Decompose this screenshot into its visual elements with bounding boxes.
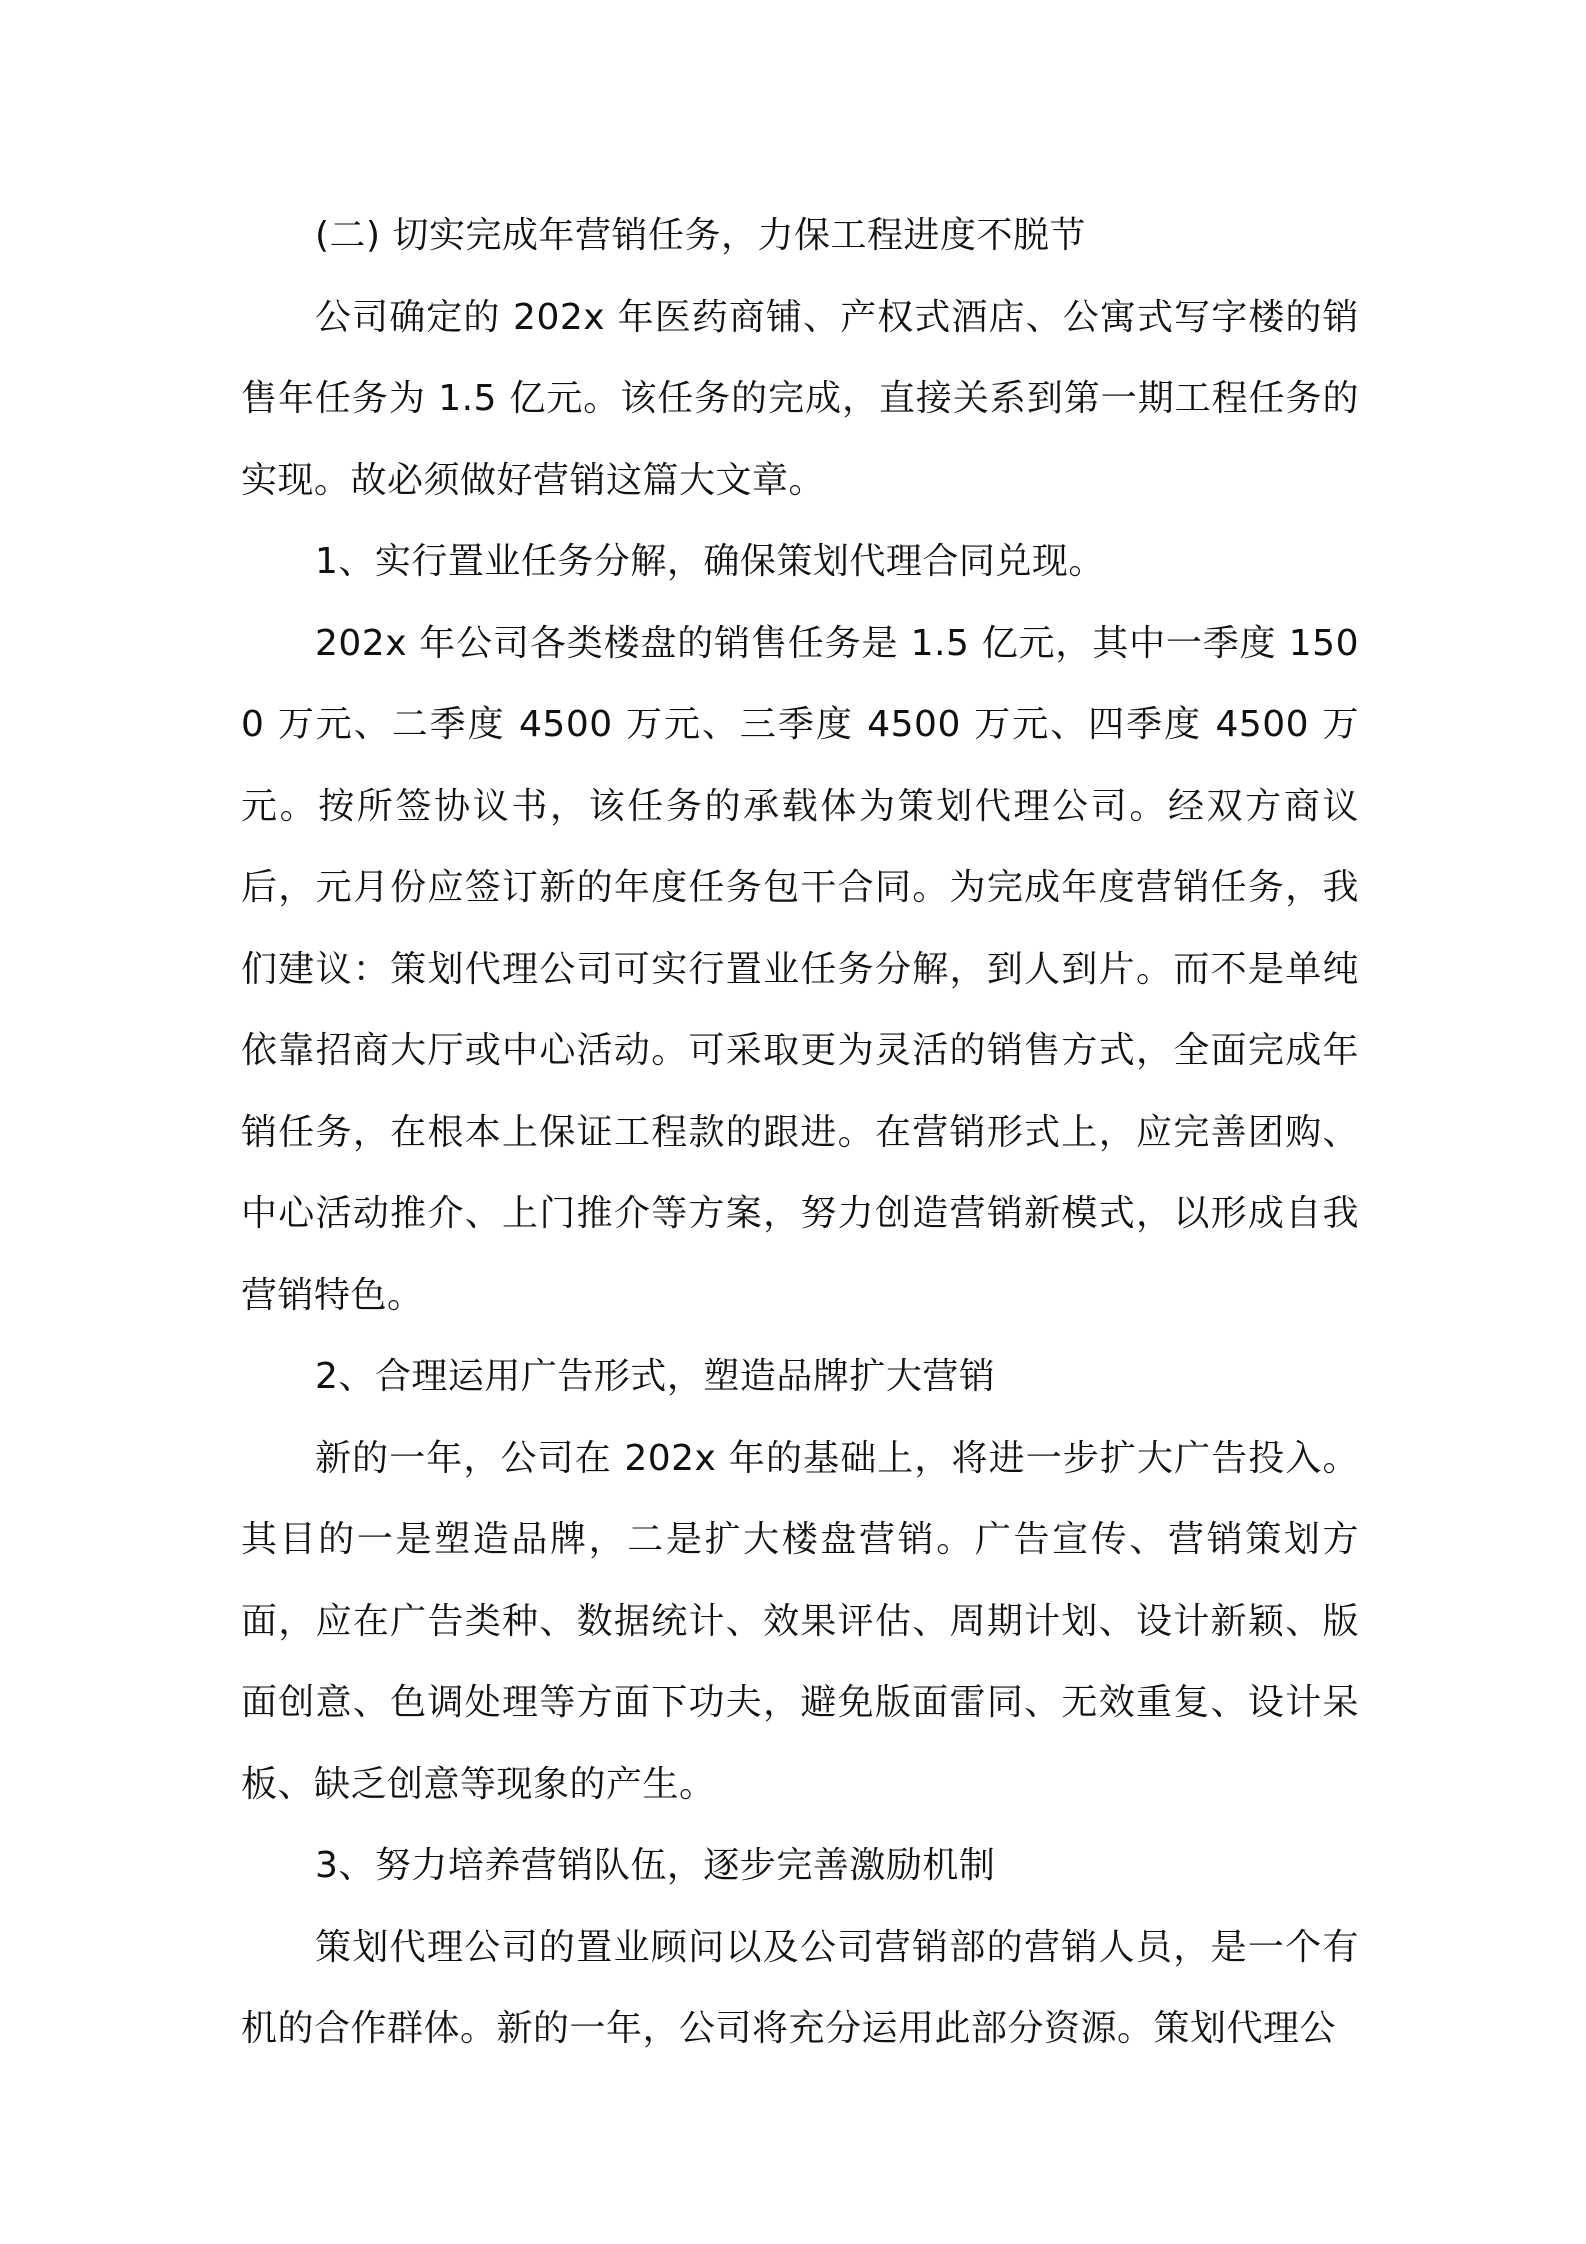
subheading-sales-team: 3、努力培养营销队伍，逐步完善激励机制 — [315, 1845, 996, 1886]
document-body — [241, 195, 1359, 2070]
section-heading: (二) 切实完成年营销任务，力保工程进度不脱节 — [315, 215, 1087, 256]
subheading-advertising: 2、合理运用广告形式，塑造品牌扩大营销 — [315, 1356, 996, 1397]
paragraph-intro: 公司确定的 202x 年医药商铺、产权式酒店、公寓式写字楼的销售年任务为 1.5 亿元。该任务的完成，直接关系到第一期工程任务的实现。故必须做好营销这篇大文章。 — [241, 296, 1359, 501]
subheading-task-breakdown: 1、实行置业任务分解，确保策划代理合同兑现。 — [315, 541, 1105, 582]
paragraph-sales-task: 202x 年公司各类楼盘的销售任务是 1.5 亿元，其中一季度 1500 万元、二季度 4500 万元、三季度 4500 万元、四季度 4500 万元。按所签协议书，该任务的承载体为策划代理公司。经双方商议后，元月份应签订新的年度任务包干合同。为完成年度营销任务，我们建议：策划代理公司可实行置业任务分解，到人到片。而不是单纯依靠招商大厅或中心活动。可采取更为灵活的销售方式，全面完成年销任务，在根本上保证工程款的跟进。在营销形式上，应完善团购、中心活动推介、上门推介等方案，努力创造营销新模式，以形成自我营销特色。 — [241, 622, 1359, 1316]
paragraph-sales-team: 策划代理公司的置业顾问以及公司营销部的营销人员，是一个有机的合作群体。新的一年，公司将充分运用此部分资源。策划代理公 — [241, 1926, 1359, 2049]
paragraph-advertising: 新的一年，公司在 202x 年的基础上，将进一步扩大广告投入。其目的一是塑造品牌，二是扩大楼盘营销。广告宣传、营销策划方面，应在广告类种、数据统计、效果评估、周期计划、设计新颖、版面创意、色调处理等方面下功夫，避免版面雷同、无效重复、设计呆板、缺乏创意等现象的产生。 — [241, 1437, 1359, 1805]
